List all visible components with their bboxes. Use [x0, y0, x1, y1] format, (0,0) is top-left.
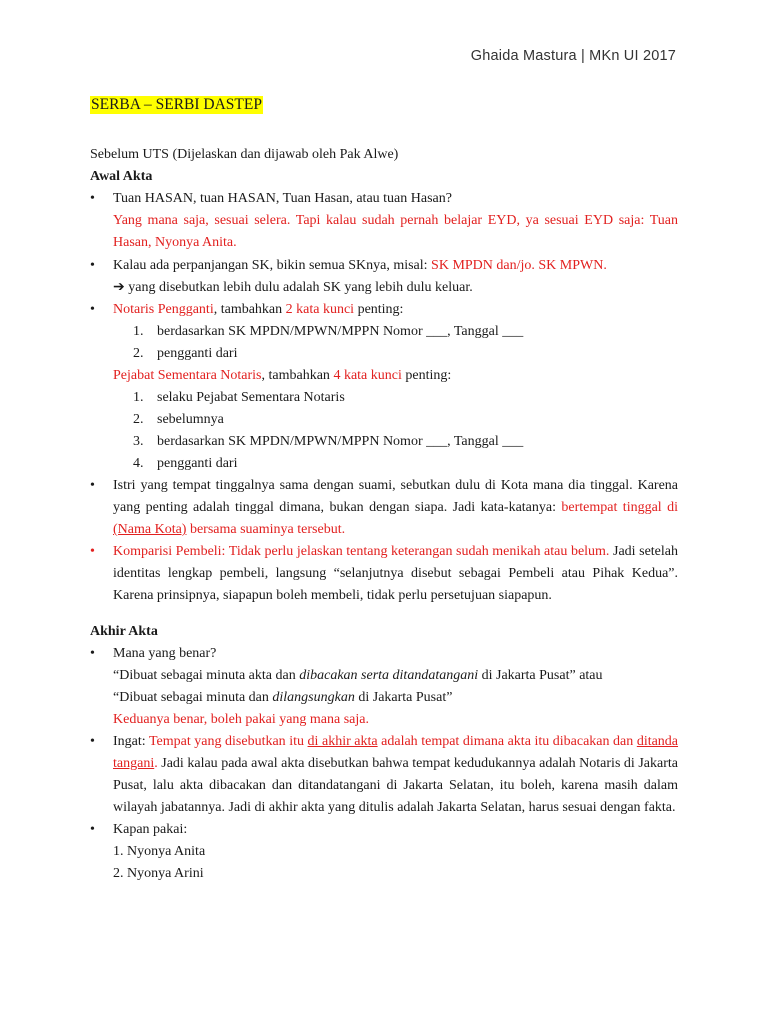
question-text: Mana yang benar?: [113, 646, 217, 661]
bullet-marker: •: [90, 478, 95, 493]
numbered-item: 2. sebelumnya: [133, 412, 224, 427]
question-text: Tuan HASAN, tuan HASAN, Tuan Hasan, atau tuan Hasan?: [113, 191, 452, 206]
document-body: [90, 144, 678, 885]
bullet-marker: •: [90, 191, 95, 206]
list-item: • Komparisi Pembeli: Tidak perlu jelaskan tentang keterangan sudah menikah atau belum. Jadi setelah identitas lengkap pembeli, langsung “selanjutnya disebut sebagai Pembeli atau Pihak Kedua”. Karena prinsipnya, siapapun boleh membeli, tidak perlu persetujuan siapapun.: [90, 541, 678, 607]
bullet-marker: •: [90, 302, 95, 317]
list-item: [90, 819, 678, 885]
list-item: [90, 643, 678, 731]
bullet-marker: •: [90, 646, 95, 661]
bullet-marker: •: [90, 258, 95, 273]
pejabat-sementara-text: Pejabat Sementara Notaris, tambahkan 4 kata kunci penting:: [113, 368, 452, 383]
option-two-text: “Dibuat sebagai minuta dan dilangsungkan di Jakarta Pusat”: [113, 690, 453, 705]
numbered-item: 2. pengganti dari: [133, 346, 238, 361]
notaris-pengganti-text: Notaris Pengganti, tambahkan 2 kata kunci penting:: [113, 302, 404, 317]
list-item: [90, 299, 678, 321]
bullet-marker: •: [90, 734, 95, 749]
list-item: [90, 188, 678, 254]
bullet-marker: •: [90, 822, 95, 837]
numbered-item: 4. pengganti dari: [133, 456, 238, 471]
name-option: 1. Nyonya Anita: [113, 844, 206, 859]
sk-order-note: ➔ yang disebutkan lebih dulu adalah SK yang lebih dulu keluar.: [113, 280, 473, 295]
list-item: • Ingat: Tempat yang disebutkan itu di akhir akta adalah tempat dimana akta itu dibacakan dan ditanda tangani. Jadi kalau pada awal akta disebutkan bahwa tempat kedudukannya adalah Notaris di Jakarta Pusat, lalu akta dibacakan dan ditandatangani di Jakarta Selatan, itu boleh, karena masih dalam wilayah jabatannya. Jadi di akhir akta yang ditulis adalah Jakarta Selatan, harus sesuai dengan fakta.: [90, 731, 678, 819]
section-heading-akhir-akta: Akhir Akta: [90, 624, 158, 639]
name-option: 2. Nyonya Arini: [113, 866, 204, 881]
bullet-marker: •: [90, 544, 95, 559]
answer-text: Keduanya benar, boleh pakai yang mana saja.: [113, 712, 369, 727]
arrow-icon: ➔: [113, 280, 125, 295]
option-one-text: “Dibuat sebagai minuta akta dan dibacakan serta ditandatangani di Jakarta Pusat” atau: [113, 668, 603, 683]
section-heading-awal-akta: Awal Akta: [90, 169, 153, 184]
intro-text: Sebelum UTS (Dijelaskan dan dijawab oleh Pak Alwe): [90, 147, 399, 162]
numbered-item: 1. selaku Pejabat Sementara Notaris: [133, 390, 345, 405]
question-text: Kapan pakai:: [113, 822, 188, 837]
list-item: • Istri yang tempat tinggalnya sama dengan suami, sebutkan dulu di Kota mana dia tinggal. Karena yang penting adalah tinggal dimana, bukan dengan siapa. Jadi kata-katanya: bertempat tinggal di (Nama Kota) bersama suaminya tersebut.: [90, 475, 678, 541]
list-item: [90, 255, 678, 299]
numbered-item: 3. berdasarkan SK MPDN/MPWN/MPPN Nomor ___, Tanggal ___: [133, 434, 524, 449]
answer-text: Yang mana saja, sesuai selera. Tapi kalau sudah pernah belajar EYD, ya sesuai EYD saja: Tuan Hasan, Nyonya Anita.: [113, 213, 678, 250]
document-title: SERBA – SERBI DASTEP: [91, 96, 262, 113]
numbered-item: 1. berdasarkan SK MPDN/MPWN/MPPN Nomor ___, Tanggal ___: [133, 324, 524, 339]
sk-extension-text: Kalau ada perpanjangan SK, bikin semua SKnya, misal: SK MPDN dan/jo. SK MPWN.: [113, 258, 607, 273]
header-author-line: Ghaida Mastura | MKn UI 2017: [470, 48, 676, 64]
